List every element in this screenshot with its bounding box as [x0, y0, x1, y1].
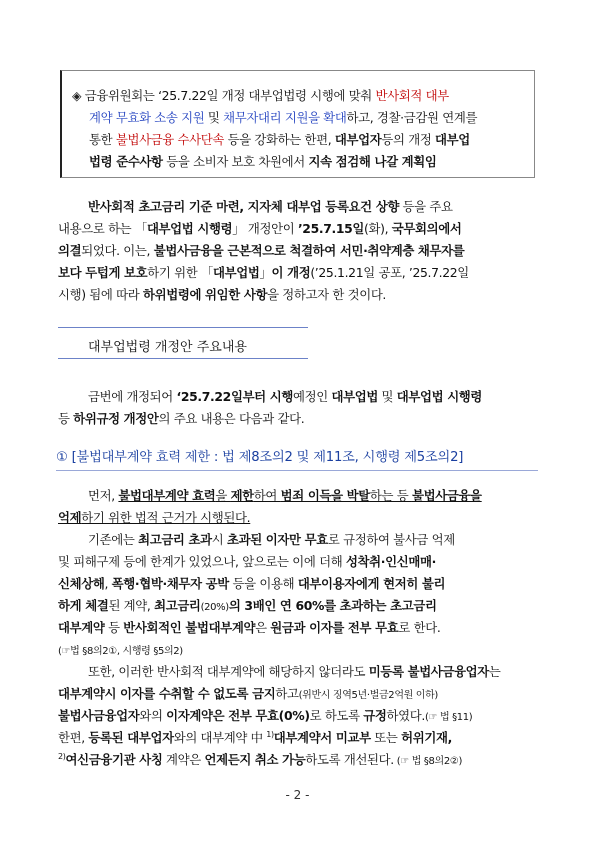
summary-line-4: 법령 준수사항 등을 소비자 보호 차원에서 지속 점검해 나갈 계획임 [89, 154, 437, 169]
p1-line-2: 억제하기 위한 법적 근거가 시행된다. [58, 510, 251, 525]
intro-line-5: 시행) 됨에 따라 하위법령에 위임한 사항을 정하고자 한 것이다. [58, 287, 387, 302]
intro-line-3: 의결되었다. 이는, 불법사금융을 근본적으로 척결하여 서민·취약계층 채무자를 [58, 243, 465, 258]
intro-line-2: 내용으로 하는 「대부업법 시행령」 개정안이 ’25.7.15일(화), 국무회의에서 [58, 221, 462, 236]
section-para-line-1: 금번에 개정되어 ‘25.7.22일부터 시행예정인 대부업법 및 대부업법 시행령 [88, 389, 483, 404]
p1-line-1: 먼저, 불법대부계약 효력을 제한하여 범죄 이득을 박탈하는 등 불법사금융을 [88, 488, 482, 503]
subheading: ① [불법대부계약 효력 제한 : 법 제8조의2 및 제11조, 시행령 제5조의2] [56, 450, 464, 465]
section-para-line-2: 등 하위규정 개정안의 주요 내용은 다음과 같다. [58, 411, 305, 426]
p2-reference: (☞법 §8의2①, 시행령 §5의2) [58, 646, 183, 657]
section-title-top-rule [58, 327, 308, 328]
p3-line-1: 또한, 이러한 반사회적 대부계약에 해당하지 않더라도 미등록 불법사금융업자는 [88, 664, 501, 679]
p3-line-2: 대부계약시 이자를 수취할 수 없도록 금지하고(위반시 징역5년·벌금2억원 이하) [58, 686, 438, 701]
p2-line-2: 및 피해구제 등에 한계가 있었으나, 앞으로는 이에 더해 성착취·인신매매· [58, 554, 436, 569]
subheading-rule [56, 470, 538, 471]
summary-line-2: 계약 무효화 소송 지원 및 채무자대리 지원을 확대하고, 경찰·금감원 연계를 [89, 110, 478, 125]
section-title-bottom-rule [58, 358, 308, 359]
intro-line-4: 보다 두텁게 보호하기 위한 「대부업법」이 개정(’25.1.21일 공포, ’25.7.22일 [58, 265, 469, 280]
p2-line-3: 신체상해, 폭행·협박·채무자 공박 등을 이용해 대부이용자에게 현저히 불리 [58, 576, 446, 591]
page-number: - 2 - [285, 788, 310, 802]
summary-line-1: ◈ 금융위원회는 ‘25.7.22일 개정 대부업법령 시행에 맞춰 반사회적 대부 [72, 88, 449, 103]
p3-line-4: 한편, 등록된 대부업자와의 대부계약 中 $^{1)}$대부계약서 미교부 또는 허위기재, [58, 729, 452, 745]
intro-line-1: 반사회적 초고금리 기준 마련, 지자체 대부업 등록요건 상향 등을 주요 [88, 199, 453, 214]
p3-line-3: 불법사금융업자와의 이자계약은 전부 무효(0%)로 하도록 규정하였다.(☞ 법 §11) [58, 708, 473, 723]
p2-line-1: 기존에는 최고금리 초과시 초과된 이자만 무효로 규정하여 불사금 억제 [88, 532, 455, 547]
diamond-bullet-icon: ◈ [72, 88, 82, 103]
p2-line-5: 대부계약 등 반사회적인 불법대부계약은 원금과 이자를 전부 무효로 한다. [58, 620, 441, 635]
summary-line-3: 통한 불법사금융 수사단속 등을 강화하는 한편, 대부업자등의 개정 대부업 [89, 132, 470, 147]
p3-line-5: $^{2)}$여신금융기관 사칭 계약은 언제든지 취소 가능하도록 개선된다. (☞ 법 §8의2②) [58, 751, 463, 767]
p2-line-4: 하게 체결된 계약, 최고금리(20%)의 3배인 연 60%를 초과하는 초고금리 [58, 598, 437, 613]
section-title: 대부업법령 개정안 주요내용 [88, 340, 247, 355]
